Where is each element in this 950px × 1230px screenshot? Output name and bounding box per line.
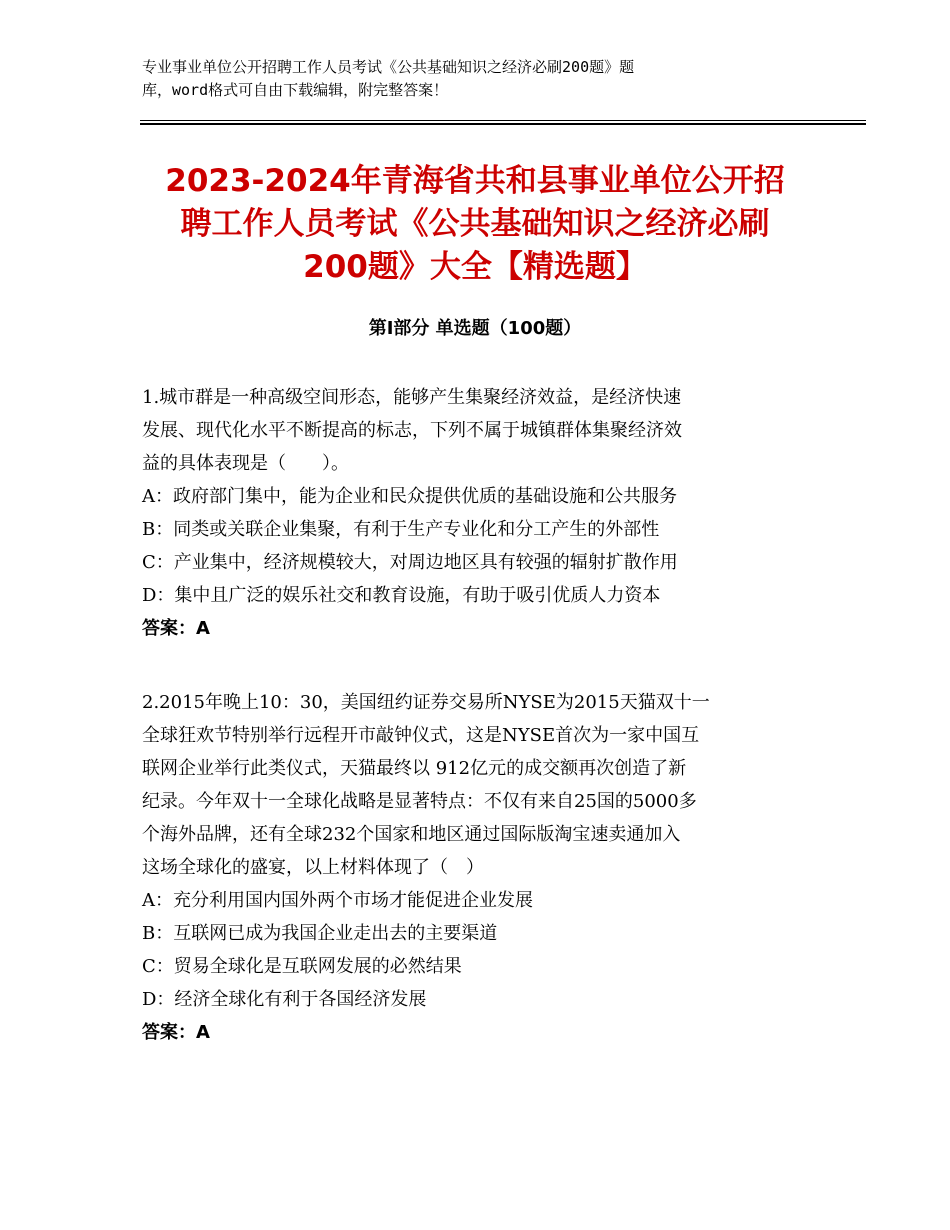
option-a: A：政府部门集中，能为企业和民众提供优质的基础设施和公共服务 (142, 486, 677, 507)
question-stem-line: 2.2015年晚上10：30，美国纽约证券交易所NYSE为2015天猫双十一 (142, 692, 710, 713)
question-stem-line: 个海外品牌，还有全球232个国家和地区通过国际版淘宝速卖通加入 (142, 824, 681, 845)
document-title-line-2: 聘工作人员考试《公共基础知识之经济必刷 (180, 206, 770, 242)
answer-label: 答案：A (142, 1022, 210, 1043)
question-stem-line: 1.城市群是一种高级空间形态，能够产生集聚经济效益，是经济快速 (142, 387, 682, 408)
document-title-line-3: 200题》大全【精选题】 (303, 249, 647, 285)
header-note-line-2: 库，word格式可自由下载编辑，附完整答案！ (142, 81, 449, 99)
header-note (142, 56, 782, 102)
option-d: D：经济全球化有利于各国经济发展 (142, 989, 427, 1010)
question-stem-line: 纪录。今年双十一全球化战略是显著特点：不仅有来自25国的5000多 (142, 791, 697, 812)
option-a: A：充分利用国内国外两个市场才能促进企业发展 (142, 890, 533, 911)
option-b: B：同类或关联企业集聚，有利于生产专业化和分工产生的外部性 (142, 519, 660, 540)
question-1 (142, 381, 822, 645)
question-stem-line: 全球狂欢节特别举行远程开市敲钟仪式，这是NYSE首次为一家中国互 (142, 725, 700, 746)
header-note-line-1: 专业事业单位公开招聘工作人员考试《公共基础知识之经济必刷200题》题 (142, 58, 635, 76)
question-stem-line: 联网企业举行此类仪式，天猫最终以 912亿元的成交额再次创造了新 (142, 758, 687, 779)
answer-label: 答案：A (142, 618, 210, 639)
option-c: C：产业集中，经济规模较大，对周边地区具有较强的辐射扩散作用 (142, 552, 678, 573)
question-stem-line: 这场全球化的盛宴，以上材料体现了（ ） (142, 857, 484, 878)
section-heading: 第Ⅰ部分 单选题（100题） (368, 318, 582, 339)
document-title (140, 160, 810, 289)
option-b: B：互联网已成为我国企业走出去的主要渠道 (142, 923, 498, 944)
option-c: C：贸易全球化是互联网发展的必然结果 (142, 956, 462, 977)
header-divider (140, 120, 866, 125)
question-2 (142, 686, 822, 1049)
document-title-line-1: 2023-2024年青海省共和县事业单位公开招 (165, 163, 785, 199)
question-stem-line: 益的具体表现是（ ）。 (142, 453, 349, 474)
question-stem-line: 发展、现代化水平不断提高的标志，下列不属于城镇群体集聚经济效 (142, 420, 682, 441)
option-d: D：集中且广泛的娱乐社交和教育设施，有助于吸引优质人力资本 (142, 585, 661, 606)
